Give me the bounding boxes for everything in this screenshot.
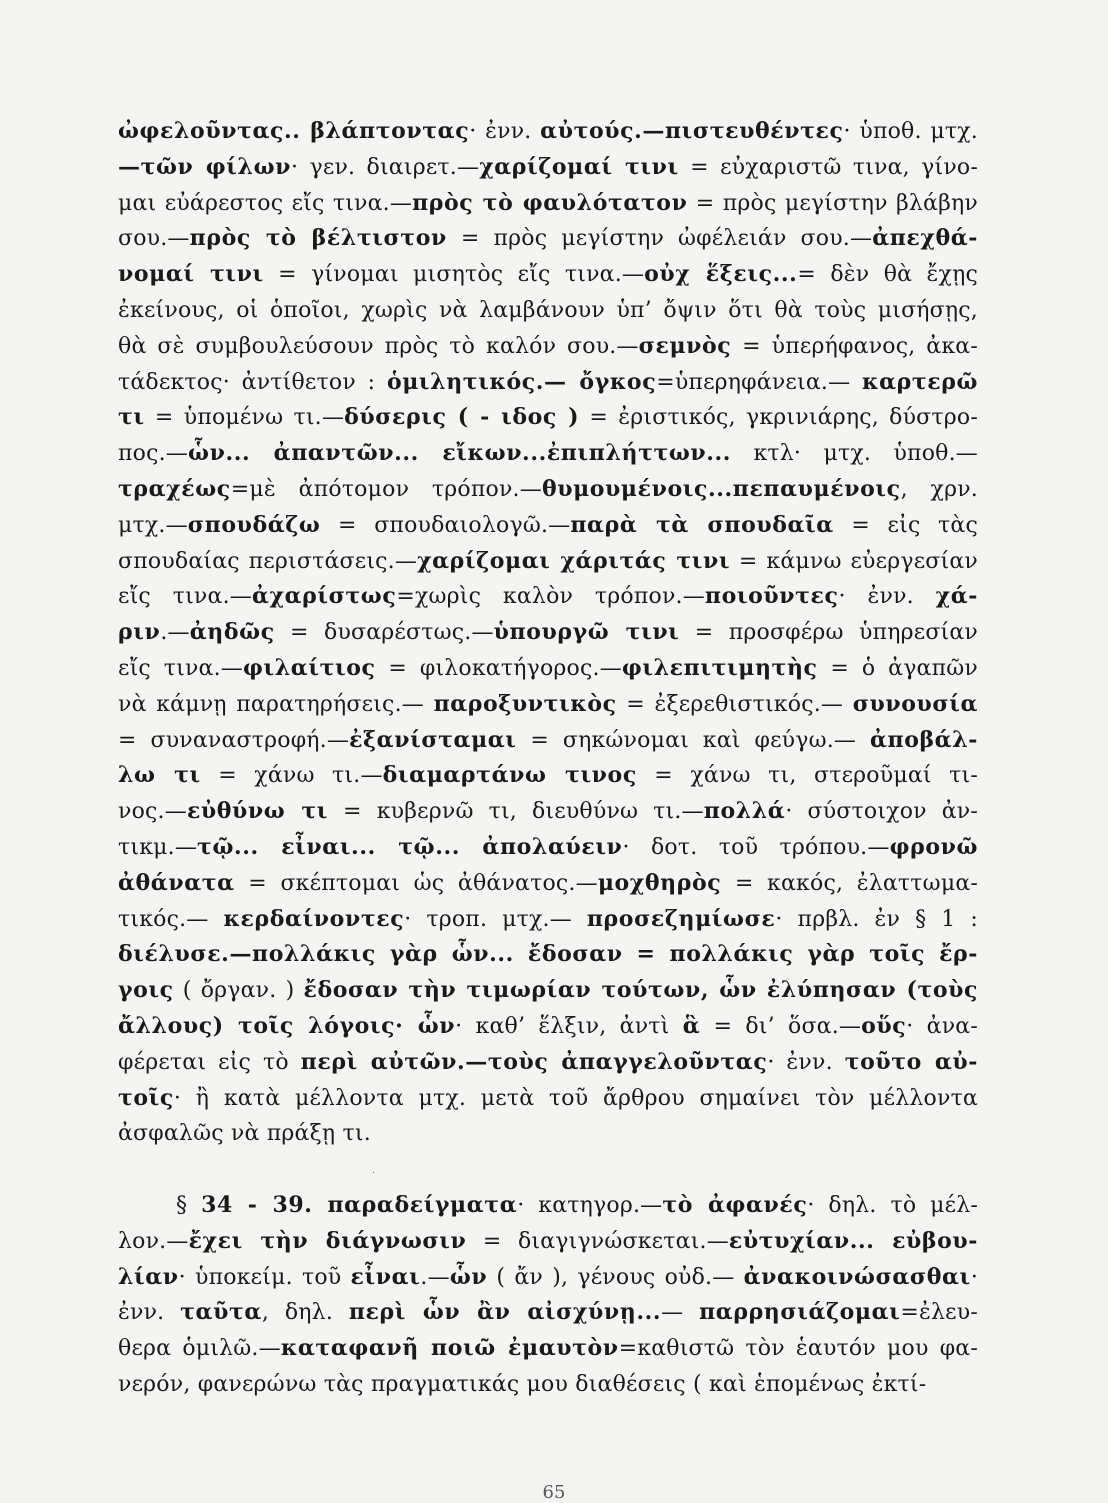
gloss-text: , χρν. xyxy=(900,476,978,502)
gloss-text: =μὲ ἀπότομον τρόπον.— xyxy=(230,476,542,502)
lemma-bold: ριν xyxy=(118,619,161,646)
lemma-bold: ἀποβάλ- xyxy=(869,726,978,753)
text-line xyxy=(118,723,978,759)
lemma-bold: εἶναι xyxy=(350,1263,421,1290)
gloss-text: μαι εὐάρεστος εἴς τινα.— xyxy=(118,190,413,216)
gloss-text: · καθ’ ἕλξιν, ἀντὶ xyxy=(455,1013,683,1039)
gloss-text: .— xyxy=(160,620,190,646)
gloss-text: ἐκείνους, οἱ ὁποῖοι, χωρὶς νὰ λαμβάνουν ὑπ’ ὄψιν ὅτι θὰ τοὺς μισήσῃς, xyxy=(118,297,978,323)
text-line xyxy=(118,866,978,902)
gloss-text: · xyxy=(970,1264,979,1290)
lemma-bold: ἀχαρίστως xyxy=(251,583,397,610)
lemma-bold: παρρησιάζομαι xyxy=(699,1299,901,1326)
lemma-bold: τι xyxy=(118,404,145,431)
lemma-bold: πρὸς τὸ φαυλότατον xyxy=(412,189,688,216)
lemma-bold: ἄλλους) τοῖς λόγοις· ὧν xyxy=(118,1012,456,1039)
gloss-text: = συναναστροφή.— xyxy=(118,727,350,753)
lemma-bold: —τῶν φίλων xyxy=(118,153,291,180)
gloss-text: = ὑπερήφανος, ἀκα- xyxy=(731,333,978,359)
gloss-text: =καθιστῶ τὸν ἑαυτόν μου φα- xyxy=(618,1336,978,1362)
text-line xyxy=(118,472,978,508)
lemma-bold: αὐτούς.—πιστευθέντες xyxy=(540,118,844,144)
gloss-text: =ὑπερηφάνεια.— xyxy=(656,369,862,395)
lemma-bold: χαρίζομαι χάριτάς τινι xyxy=(417,547,731,574)
text-line xyxy=(118,400,978,436)
lemma-bold: οὕς xyxy=(861,1012,907,1039)
gloss-text: τάδεκτος· ἀντίθετον : xyxy=(118,369,387,395)
lemma-bold: φιλαίτιος xyxy=(243,654,376,681)
text-line xyxy=(118,1188,978,1224)
gloss-text: φέρεται εἰς τὸ xyxy=(118,1049,301,1075)
lemma-bold: ποιοῦντες xyxy=(704,583,839,610)
lemma-bold: ἀπεχθά- xyxy=(872,225,978,252)
lemma-bold: νομαί τινι xyxy=(118,261,264,288)
text-line xyxy=(118,1224,978,1260)
text-line xyxy=(118,937,978,973)
text-line xyxy=(118,436,978,472)
text-line xyxy=(118,1045,978,1081)
gloss-text: § xyxy=(176,1193,202,1218)
lemma-bold: καρτερῶ xyxy=(862,368,979,395)
lemma-bold: χαρίζομαί τινι xyxy=(479,153,679,180)
lemma-bold: θυμουμένοις...πεπαυμένοις xyxy=(541,475,901,502)
gloss-text: · ἢ κατὰ μέλλοντα μτχ. μετὰ τοῦ ἄρθρου σημαίνει τὸν μέλλοντα xyxy=(173,1085,978,1111)
lemma-bold: γοις xyxy=(118,977,174,1004)
gloss-text: = σκέπτομαι ὡς ἀθάνατος.— xyxy=(234,870,598,896)
gloss-text: = χάνω τι.— xyxy=(200,763,383,789)
text-line xyxy=(118,150,978,186)
gloss-text: ( ὄργαν. ) xyxy=(173,978,304,1004)
gloss-text: = εἰς τὰς xyxy=(833,512,978,538)
lemma-bold: ὁμιλητικός.— ὄγκος xyxy=(386,368,657,395)
gloss-text: · δηλ. τὸ μέλ- xyxy=(807,1193,978,1218)
gloss-text: = κακός, ἐλαττωμα- xyxy=(721,870,979,896)
lemma-bold: τραχέως xyxy=(118,475,231,502)
text-line xyxy=(118,544,978,580)
gloss-text: = γίνομαι μισητὸς εἴς τινα.— xyxy=(263,262,645,288)
lemma-bold: σεμνὸς xyxy=(638,332,732,359)
lemma-bold: χά- xyxy=(935,583,978,610)
lemma-bold: ὧν xyxy=(449,1263,488,1290)
lemma-bold: παροξυντικὸς xyxy=(433,690,617,717)
lemma-bold: φρονῶ xyxy=(889,833,978,860)
gloss-text: = σηκώνομαι καὶ φεύγω.— xyxy=(516,727,870,753)
lemma-bold: περὶ αὐτῶν.—τοὺς ἀπαγγελοῦντας xyxy=(300,1048,768,1075)
gloss-text: =ἐλευ- xyxy=(900,1300,978,1326)
gloss-text: · κατηγορ.— xyxy=(517,1193,663,1218)
gloss-text: τικός.— xyxy=(118,906,224,932)
text-line xyxy=(118,615,978,651)
lemma-bold: 34 - 39. παραδείγματα xyxy=(201,1192,518,1218)
lemma-bold: ἀθάνατα xyxy=(118,869,235,896)
lemma-bold: οὐχ ἕξεις... xyxy=(644,261,798,288)
lemma-bold: τὸ ἀφανές xyxy=(662,1192,808,1218)
gloss-text: σπουδαίας περιστάσεις.— xyxy=(118,548,418,574)
gloss-text: — xyxy=(661,1300,700,1326)
lemma-bold: ἀνακοινώσασθαι xyxy=(743,1263,971,1290)
gloss-text: = κυβερνῶ τι, διευθύνω τι.— xyxy=(328,799,704,825)
gloss-text: = χάνω τι, στεροῦμαί τι- xyxy=(636,763,978,789)
gloss-text: · γεν. διαιρετ.— xyxy=(291,154,480,180)
text-line xyxy=(118,365,978,401)
gloss-text: κτλ· μτχ. ὑποθ.— xyxy=(731,441,978,467)
lemma-bold: πολλά xyxy=(703,798,786,825)
gloss-text: = σπουδαιολογῶ.— xyxy=(320,512,571,538)
lemma-bold: φιλεπιτιμητὴς xyxy=(621,654,818,681)
gloss-text: νὰ κάμνῃ παρατηρήσεις.— xyxy=(118,691,434,717)
text-line xyxy=(118,973,978,1009)
gloss-text: = διαγιγνώσκεται.— xyxy=(466,1228,729,1254)
lemma-bold: ταῦτα xyxy=(180,1299,262,1326)
text-line xyxy=(118,1009,978,1045)
text-line xyxy=(118,1331,978,1367)
gloss-text: σου.— xyxy=(118,226,190,252)
gloss-text: μτχ.— xyxy=(118,512,188,538)
text-line xyxy=(118,651,978,687)
ink-speck: · xyxy=(372,1168,376,1179)
commentary-paragraph-1 xyxy=(118,114,978,1152)
text-line xyxy=(118,902,978,938)
lemma-bold: καταφανῆ ποιῶ ἐμαυτὸν xyxy=(280,1335,619,1362)
gloss-text: εἴς τινα.— xyxy=(118,655,244,681)
lemma-bold: ἀηδῶς xyxy=(189,619,275,646)
gloss-text: .— xyxy=(420,1264,450,1290)
lemma-bold: εὐτυχίαν... εὐβου- xyxy=(728,1227,978,1254)
gloss-text: = δυσαρέστως.— xyxy=(274,620,494,646)
gloss-text: = κάμνω εὐεργεσίαν xyxy=(730,548,978,574)
gloss-text: = ἐξερεθιστικός.— xyxy=(616,691,853,717)
gloss-text: · ὑποκείμ. τοῦ xyxy=(178,1264,351,1290)
gloss-text: λον.— xyxy=(118,1228,189,1254)
lemma-bold: λω τι xyxy=(118,762,201,789)
text-line xyxy=(118,293,978,329)
text-line xyxy=(118,221,978,257)
text-line xyxy=(118,114,978,150)
gloss-text: · πρβλ. ἐν § 1 : xyxy=(775,906,979,932)
lemma-bold: σπουδάζω xyxy=(187,511,321,538)
lemma-bold: ἐξανίσταμαι xyxy=(349,726,517,753)
lemma-bold: δύσερις ( - ιδος ) xyxy=(344,404,580,431)
gloss-text: ἀσφαλῶς νὰ πράξῃ τι. xyxy=(118,1121,371,1147)
lemma-bold: παρὰ τὰ σπουδαῖα xyxy=(570,511,834,538)
gloss-text: θὰ σὲ συμβουλεύσουν πρὸς τὸ καλόν σου.— xyxy=(118,333,639,359)
gloss-text: πος.— xyxy=(118,441,189,467)
gloss-text: · ἐνν. xyxy=(767,1049,845,1075)
gloss-text: · τροπ. μτχ.— xyxy=(404,906,587,932)
gloss-text: · ἐνν. xyxy=(838,584,936,610)
lemma-bold: πρὸς τὸ βέλτιστον xyxy=(189,225,447,252)
gloss-text: = ὑπομένω τι.— xyxy=(144,405,345,431)
gloss-text: θερα ὁμιλῶ.— xyxy=(118,1336,281,1362)
gloss-text: · ὑποθ. μτχ. xyxy=(843,119,978,144)
gloss-text: · σύστοιχον ἀν- xyxy=(785,799,978,825)
text-line xyxy=(118,579,978,615)
text-line xyxy=(118,1260,978,1296)
gloss-text: ἐνν. xyxy=(118,1300,181,1326)
lemma-bold: τοῦτο αὐ- xyxy=(844,1048,979,1075)
commentary-paragraph-2 xyxy=(118,1188,978,1403)
gloss-text: = πρὸς μεγίστην ὠφέλειάν σου.— xyxy=(446,226,873,252)
gloss-text: τικμ.— xyxy=(118,834,198,860)
gloss-text: = εὐχαριστῶ τινα, γίνο- xyxy=(678,154,978,180)
lemma-bold: ὧν... ἀπαντῶν... εἴκων...ἐπιπλήττων... xyxy=(188,440,732,467)
text-line xyxy=(118,1081,978,1117)
text-line xyxy=(118,1295,978,1331)
gloss-text: = προσφέρω ὑπηρεσίαν xyxy=(679,620,979,646)
gloss-text: = δὲν θὰ ἔχῃς xyxy=(797,262,978,288)
gloss-text: = φιλοκατήγορος.— xyxy=(375,655,622,681)
gloss-text: , δηλ. xyxy=(261,1300,349,1326)
lemma-bold: συνουσία xyxy=(852,690,978,717)
text-line xyxy=(118,257,978,293)
text-line xyxy=(118,830,978,866)
gloss-text: ( ἄν ), γένους οὐδ.— xyxy=(487,1264,744,1290)
lemma-bold: μοχθηρὸς xyxy=(597,869,722,896)
lemma-bold: ἃ xyxy=(682,1012,701,1039)
text-line xyxy=(118,186,978,222)
lemma-bold: κερδαίνοντες xyxy=(223,905,405,932)
lemma-bold: ὑπουργῶ τινι xyxy=(493,619,680,646)
gloss-text: =χωρὶς καλὸν τρόπον.— xyxy=(396,584,705,610)
gloss-text: = δι’ ὅσα.— xyxy=(700,1013,862,1039)
lemma-bold: διαμαρτάνω τινος xyxy=(382,762,637,789)
gloss-text: · ἀνα- xyxy=(906,1013,978,1039)
page-number: 65 xyxy=(542,1482,566,1503)
lemma-bold: ὠφελοῦντας.. βλάπτοντας xyxy=(118,118,470,144)
lemma-bold: τοῖς xyxy=(118,1084,174,1111)
gloss-text: = ἐριστικός, γκρινιάρης, δύστρο- xyxy=(579,405,978,431)
lemma-bold: λίαν xyxy=(118,1263,179,1290)
text-line xyxy=(118,758,978,794)
gloss-text: · ἐνν. xyxy=(469,119,541,144)
gloss-text: = πρὸς μεγίστην βλάβην xyxy=(687,190,978,216)
gloss-text: νος.— xyxy=(118,799,187,825)
lemma-bold: τῷ... εἶναι... τῷ... ἀπολαύειν xyxy=(197,833,623,860)
text-line xyxy=(118,687,978,723)
lemma-bold: ἔχει τὴν διάγνωσιν xyxy=(188,1227,467,1254)
text-line xyxy=(118,794,978,830)
gloss-text: = ὁ ἀγαπῶν xyxy=(817,655,978,681)
lemma-bold: περὶ ὧν ἂν αἰσχύνῃ... xyxy=(348,1299,662,1326)
lemma-bold: εὐθύνω τι xyxy=(186,798,329,825)
gloss-text: · δοτ. τοῦ τρόπου.— xyxy=(622,834,890,860)
text-line xyxy=(118,1367,978,1403)
text-line xyxy=(118,329,978,365)
text-line xyxy=(118,508,978,544)
gloss-text: νερόν, φανερώνω τὰς πραγματικάς μου διαθέσεις ( καὶ ἑπομένως ἐκτί- xyxy=(118,1371,927,1397)
lemma-bold: ἔδοσαν τὴν τιμωρίαν τούτων, ὧν ἐλύπησαν (τοὺς xyxy=(303,977,979,1004)
gloss-text: εἴς τινα.— xyxy=(118,584,252,610)
lemma-bold: διέλυσε.—πολλάκις γὰρ ὧν... ἔδοσαν = πολλάκις γὰρ τοῖς ἔρ- xyxy=(118,941,978,968)
lemma-bold: προσεζημίωσε xyxy=(586,905,776,932)
text-line xyxy=(118,1116,978,1152)
